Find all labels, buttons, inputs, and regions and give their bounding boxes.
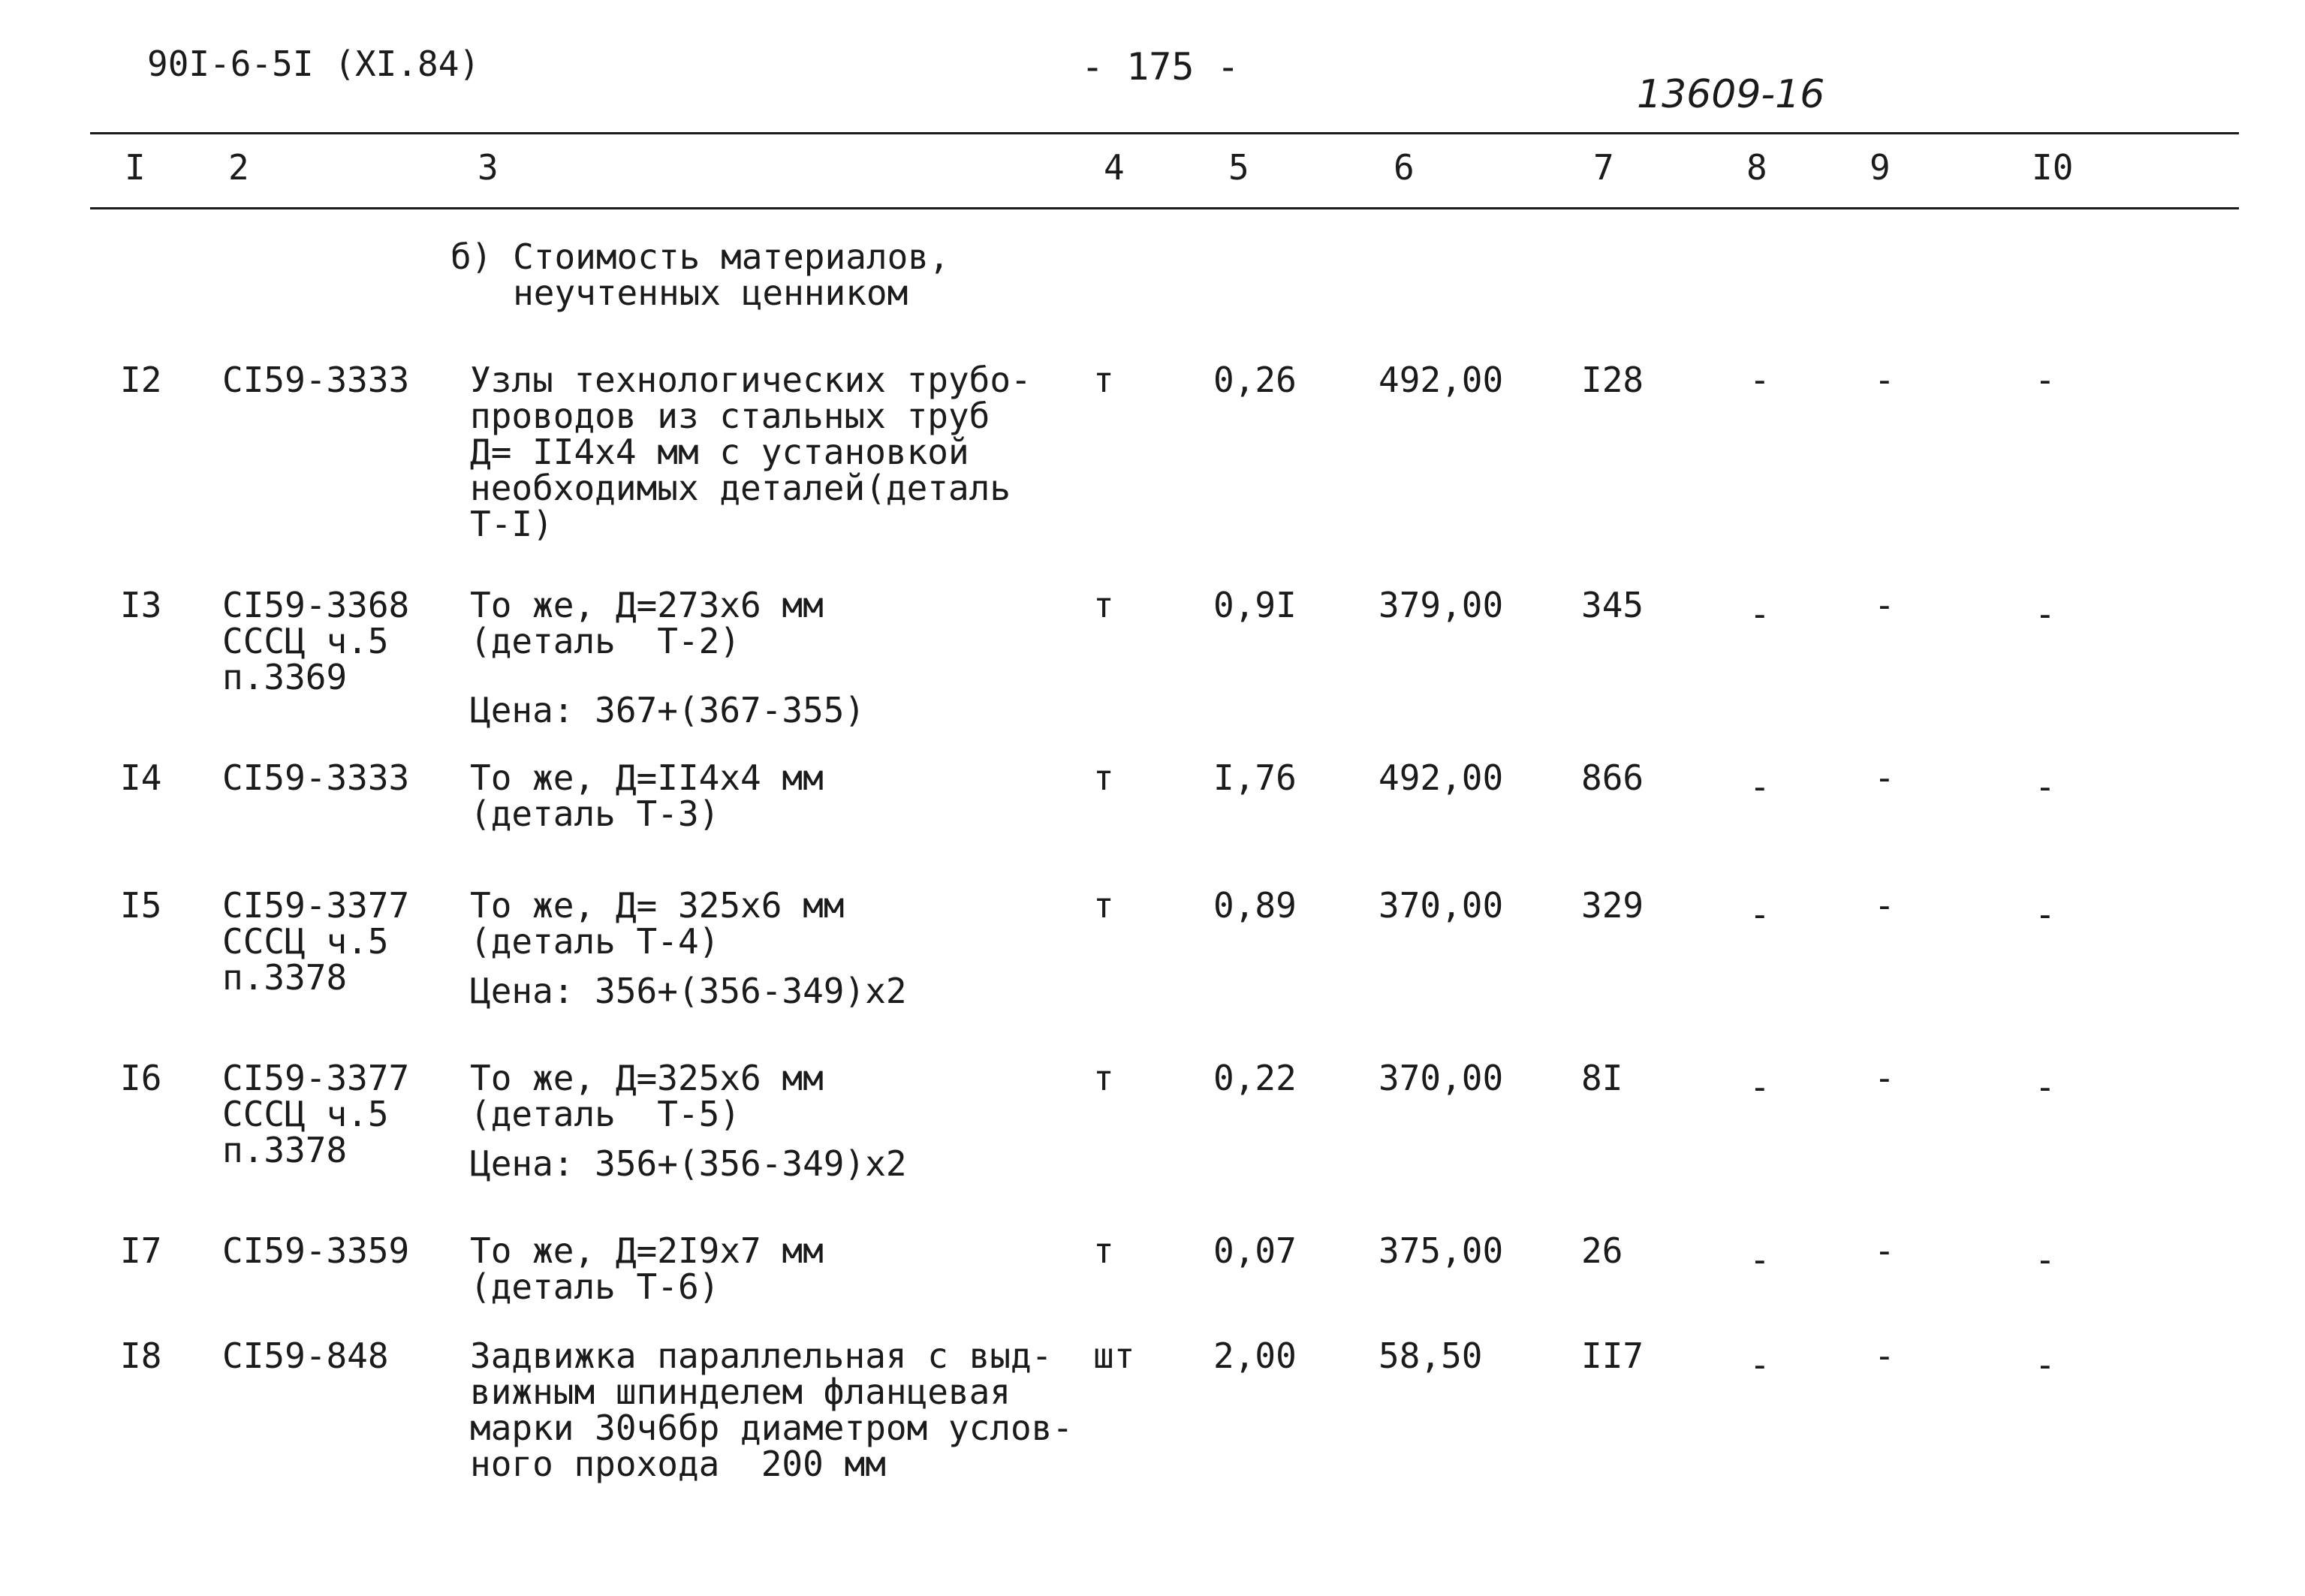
price-code: CI59-3377 СССЦ ч.5 п.3378	[222, 1058, 410, 1170]
col9-value: -	[1874, 757, 1895, 798]
total-cost: II7	[1581, 1336, 1644, 1376]
column-header-9: 9	[1870, 147, 1891, 188]
quantity: 0,89	[1213, 885, 1297, 926]
quantity: 0,07	[1213, 1230, 1297, 1271]
price-code: CI59-3368 СССЦ ч.5 п.3369	[222, 585, 410, 697]
col10-value: -	[2035, 766, 2056, 807]
total-cost: I28	[1581, 360, 1644, 400]
unit: т	[1093, 885, 1114, 926]
price-note: Цена: 356+(356-349)x2	[470, 971, 907, 1011]
col9-value: -	[1874, 360, 1895, 400]
quantity: I,76	[1213, 757, 1297, 798]
unit: шт	[1093, 1336, 1135, 1376]
total-cost: 8I	[1581, 1058, 1623, 1098]
row-number: I3	[120, 585, 162, 625]
col10-value: -	[2035, 594, 2056, 634]
price-note: Цена: 367+(367-355)	[470, 690, 866, 730]
col8-value: -	[1749, 360, 1770, 400]
col8-value: -	[1749, 1067, 1770, 1107]
col10-value: -	[2035, 1067, 2056, 1107]
quantity: 0,22	[1213, 1058, 1297, 1098]
col10-value: -	[2035, 1239, 2056, 1280]
total-cost: 866	[1581, 757, 1644, 798]
item-description: Узлы технологических трубо- проводов из стальных труб Д= II4x4 мм с установкой необходимых деталей(деталь Т-I)	[470, 360, 1032, 544]
row-number: I7	[120, 1230, 162, 1271]
row-number: I2	[120, 360, 162, 400]
page-number: - 175 -	[1081, 45, 1240, 89]
col9-value: -	[1874, 1336, 1895, 1376]
unit-price: 370,00	[1378, 1058, 1504, 1098]
unit: т	[1093, 757, 1114, 798]
col8-value: -	[1749, 1239, 1770, 1280]
column-header-2: 2	[228, 147, 249, 188]
col10-value: -	[2035, 1345, 2056, 1385]
unit-price: 492,00	[1378, 360, 1504, 400]
col9-value: -	[1874, 885, 1895, 926]
unit: т	[1093, 360, 1114, 400]
unit-price: 379,00	[1378, 585, 1504, 625]
col8-value: -	[1749, 766, 1770, 807]
total-cost: 26	[1581, 1230, 1623, 1271]
col8-value: -	[1749, 594, 1770, 634]
item-description: То же, Д=II4x4 мм (деталь Т-3)	[470, 757, 824, 834]
total-cost: 345	[1581, 585, 1644, 625]
column-header-5: 5	[1228, 147, 1249, 188]
col10-value: -	[2035, 360, 2056, 400]
quantity: 0,9I	[1213, 585, 1297, 625]
price-note: Цена: 356+(356-349)x2	[470, 1143, 907, 1184]
item-description: То же, Д=2I9x7 мм (деталь Т-6)	[470, 1230, 824, 1307]
price-code: CI59-848	[222, 1336, 389, 1376]
price-code: CI59-3333	[222, 360, 410, 400]
table-top-rule	[90, 132, 2239, 134]
col9-value: -	[1874, 1230, 1895, 1271]
archive-number: 13609-16	[1637, 72, 1825, 117]
unit-price: 58,50	[1378, 1336, 1483, 1376]
price-code: CI59-3333	[222, 757, 410, 798]
quantity: 0,26	[1213, 360, 1297, 400]
item-description: То же, Д=273x6 мм (деталь Т-2)	[470, 585, 824, 661]
price-code: CI59-3359	[222, 1230, 410, 1271]
price-code: CI59-3377 СССЦ ч.5 п.3378	[222, 885, 410, 998]
row-number: I5	[120, 885, 162, 926]
col9-value: -	[1874, 1058, 1895, 1098]
unit: т	[1093, 585, 1114, 625]
unit-price: 370,00	[1378, 885, 1504, 926]
unit: т	[1093, 1230, 1114, 1271]
col9-value: -	[1874, 585, 1895, 625]
col8-value: -	[1749, 1345, 1770, 1385]
total-cost: 329	[1581, 885, 1644, 926]
row-number: I8	[120, 1336, 162, 1376]
column-header-7: 7	[1593, 147, 1614, 188]
row-number: I4	[120, 757, 162, 798]
quantity: 2,00	[1213, 1336, 1297, 1376]
unit-price: 492,00	[1378, 757, 1504, 798]
unit: т	[1093, 1058, 1114, 1098]
column-header-1: I	[125, 147, 146, 188]
item-description: Задвижка параллельная с выд- вижным шпинделем фланцевая марки 30ч6бр диаметром услов- ного прохода 200 мм	[470, 1336, 1074, 1484]
table-header-rule	[90, 207, 2239, 209]
row-number: I6	[120, 1058, 162, 1098]
item-description: То же, Д=325x6 мм (деталь Т-5)	[470, 1058, 824, 1134]
col8-value: -	[1749, 894, 1770, 935]
section-heading: б) Стоимость материалов, неучтенных ценником	[450, 236, 950, 313]
column-header-10: I0	[2032, 147, 2074, 188]
document-code: 90I-6-5I (XI.84)	[147, 44, 481, 84]
column-header-3: 3	[478, 147, 499, 188]
unit-price: 375,00	[1378, 1230, 1504, 1271]
column-header-8: 8	[1746, 147, 1767, 188]
column-header-4: 4	[1104, 147, 1125, 188]
item-description: То же, Д= 325x6 мм (деталь Т-4)	[470, 885, 845, 962]
column-header-6: 6	[1394, 147, 1415, 188]
col10-value: -	[2035, 894, 2056, 935]
